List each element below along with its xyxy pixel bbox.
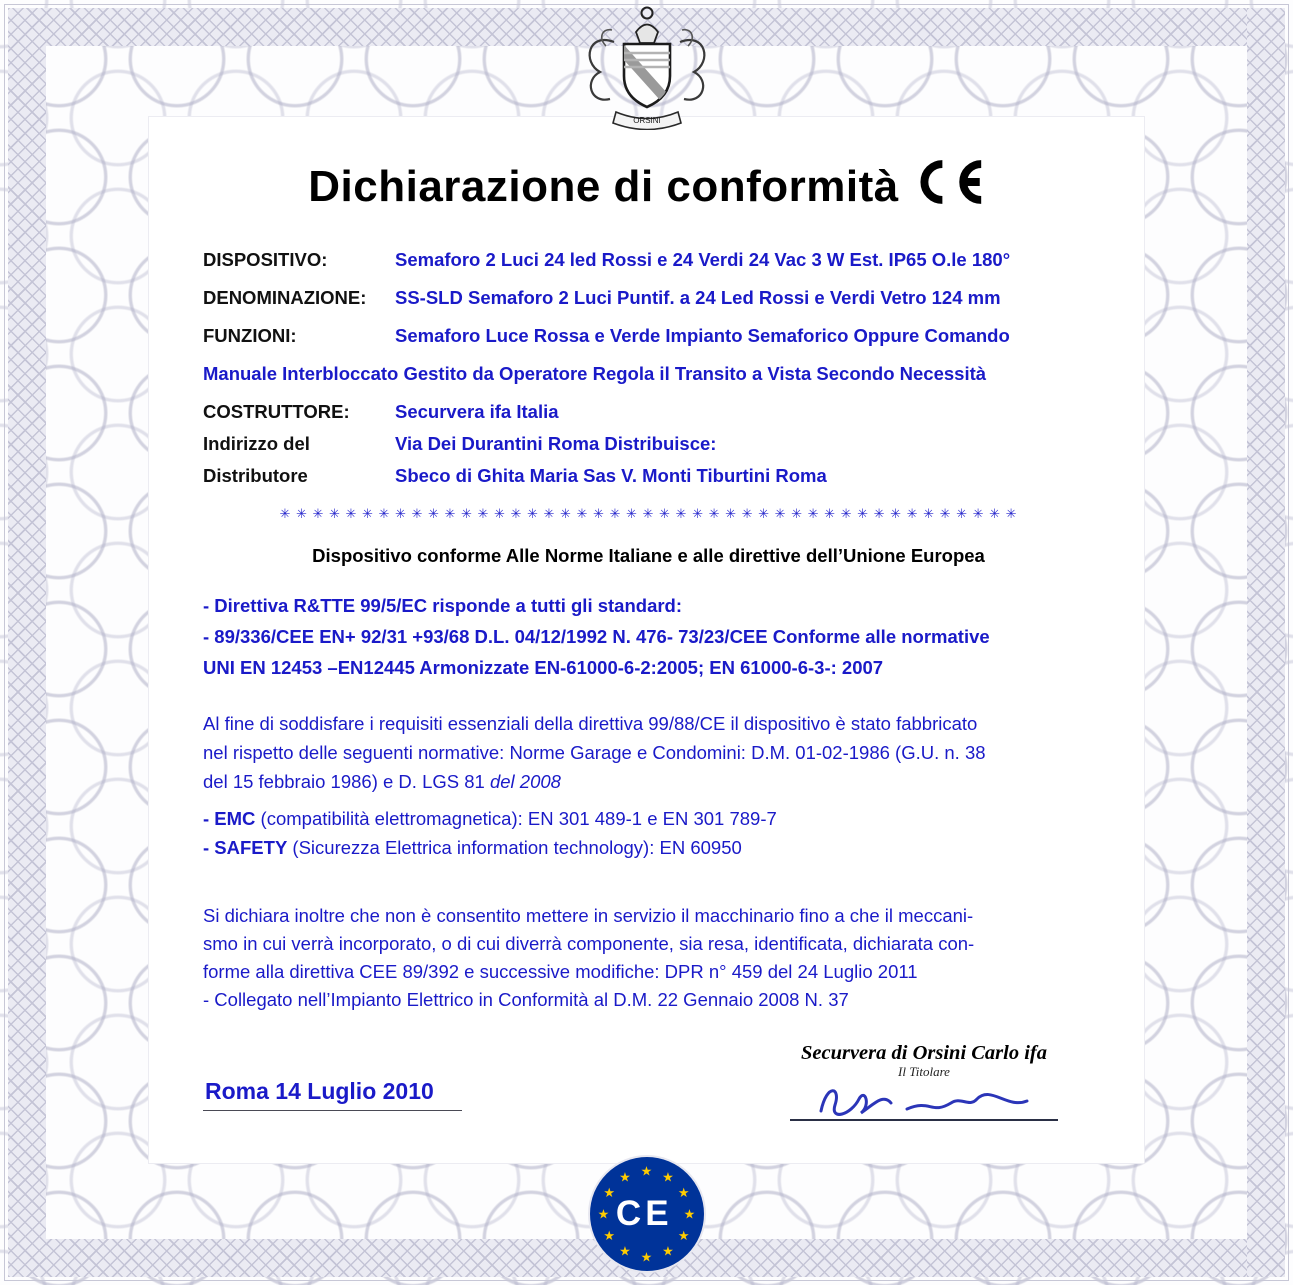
separator-ornament: ✳ ✳ ✳ ✳ ✳ ✳ ✳ ✳ ✳ ✳ ✳ ✳ ✳ ✳ ✳ ✳ ✳ ✳ ✳ ✳ ✳ ✳ ✳ ✳ ✳ ✳ ✳ ✳ ✳ ✳ ✳ ✳ ✳ ✳ ✳ ✳ ✳ ✳ ✳ ✳ ✳ ✳ ✳ ✳ ✳ <box>279 506 1018 522</box>
bottom-row <box>203 1042 1094 1145</box>
paragraph-line-text: del 15 febbraio 1986) e D. LGS 81 <box>203 771 490 793</box>
page-title-text: Dichiarazione di conformità <box>308 162 899 211</box>
certificate-content <box>149 117 1144 1145</box>
date: Roma 14 Luglio 2010 <box>203 1078 462 1111</box>
field-row <box>203 402 1094 422</box>
eu-star-icon: ★ <box>677 1228 690 1243</box>
emc-label: - EMC <box>203 808 256 830</box>
eu-ce-text: CE <box>615 1194 673 1233</box>
paragraph-line <box>203 767 1094 796</box>
field-value: Sbeco di Ghita Maria Sas V. Monti Tiburtini Roma <box>395 465 827 487</box>
eu-star-icon: ★ <box>662 1169 674 1185</box>
conformity-heading: Dispositivo conforme Alle Norme Italiane e alle direttive dell’Unione Europea <box>312 545 985 567</box>
field-label: Distributore <box>203 465 308 487</box>
eu-star-icon: ★ <box>597 1206 610 1222</box>
safety-label: - SAFETY <box>203 837 288 859</box>
certificate-page <box>148 116 1145 1164</box>
emc-line <box>203 804 1094 833</box>
ce-mark-icon <box>913 159 989 214</box>
signature-company: Securvera di Orsini Carlo ifa <box>800 1042 1048 1065</box>
field-value: Via Dei Durantini Roma Distribuisce: <box>395 433 717 455</box>
border-pattern-right <box>1247 8 1285 1277</box>
safety-line <box>203 833 1094 862</box>
eu-star-icon: ★ <box>662 1243 674 1259</box>
declaration-line: forme alla direttiva CEE 89/392 e successive modifiche: DPR n° 459 del 24 Luglio 2011 <box>203 961 918 983</box>
field-row <box>203 434 1094 454</box>
declaration-line: Si dichiara inoltre che non è consentito mettere in servizio il macchinario fino a che il meccani- <box>203 905 974 927</box>
emc-text: (compatibilità elettromagnetica): EN 301 489-1 e EN 301 789-7 <box>255 808 777 830</box>
field-row <box>203 250 1094 270</box>
eu-star-icon: ★ <box>640 1249 653 1265</box>
funzioni-continuation: Manuale Interbloccato Gestito da Operatore Regola il Transito a Vista Secondo Necessità <box>203 363 987 385</box>
field-label: Indirizzo del <box>203 433 310 455</box>
field-value: Securvera ifa Italia <box>395 401 559 423</box>
field-row <box>203 326 1094 346</box>
eu-star-icon: ★ <box>619 1169 631 1185</box>
field-label: DENOMINAZIONE: <box>203 287 367 309</box>
eu-star-icon: ★ <box>677 1185 690 1200</box>
eu-ce-badge <box>590 1157 704 1271</box>
declaration-paragraph <box>203 902 1094 1014</box>
paragraph-line-italic: del 2008 <box>489 771 561 793</box>
border-pattern-left <box>8 8 46 1277</box>
field-row <box>203 466 1094 486</box>
eu-star-icon: ★ <box>683 1206 696 1222</box>
field-label: COSTRUTTORE: <box>203 401 350 423</box>
eu-star-icon: ★ <box>640 1163 653 1179</box>
page-title <box>203 159 1094 214</box>
eu-star-icon: ★ <box>603 1185 616 1200</box>
field-value: Semaforo Luce Rossa e Verde Impianto Semaforico Oppure Comando <box>395 325 1010 347</box>
signature-block <box>790 1042 1058 1121</box>
field-row <box>203 288 1094 308</box>
field-value: Semaforo 2 Luci 24 led Rossi e 24 Verdi 24 Vac 3 W Est. IP65 O.le 180° <box>395 249 1011 271</box>
directive-line: UNI EN 12453 –EN12445 Armonizzate EN-61000-6-2:2005; EN 61000-6-3-: 2007 <box>203 657 884 679</box>
declaration-line: smo in cui verrà incorporato, o di cui diverrà componente, sia resa, identificata, dichiarata con- <box>203 933 975 955</box>
eu-star-icon: ★ <box>619 1243 631 1259</box>
device-fields <box>203 250 1094 486</box>
safety-text: (Sicurezza Elettrica information technology): EN 60950 <box>287 837 742 859</box>
signature-line <box>790 1119 1058 1121</box>
fabrication-paragraph <box>203 709 1094 796</box>
signature-scribble-icon <box>807 1075 1041 1125</box>
directive-line: - 89/336/CEE EN+ 92/31 +93/68 D.L. 04/12/1992 N. 476- 73/23/CEE Conforme alle normative <box>203 626 990 648</box>
crest-icon <box>572 2 722 135</box>
crest-caption: ORSINI <box>632 116 661 125</box>
field-label: FUNZIONI: <box>203 325 297 347</box>
paragraph-line: nel rispetto delle seguenti normative: Norme Garage e Condomini: D.M. 01-02-1986 (G.U. n. 38 <box>203 742 986 764</box>
norms-block <box>203 804 1094 862</box>
field-label: DISPOSITIVO: <box>203 249 328 271</box>
declaration-line: - Collegato nell’Impianto Elettrico in Conformità al D.M. 22 Gennaio 2008 N. 37 <box>203 989 849 1011</box>
eu-star-icon: ★ <box>603 1228 616 1243</box>
signature-role: Il Titolare <box>898 1064 950 1080</box>
field-value: SS-SLD Semaforo 2 Luci Puntif. a 24 Led Rossi e Verdi Vetro 124 mm <box>395 287 1001 309</box>
directives-block <box>203 590 1094 683</box>
paragraph-line: Al fine di soddisfare i requisiti essenziali della direttiva 99/88/CE il dispositivo è stato fabbricato <box>203 713 978 735</box>
directive-line: - Direttiva R&TTE 99/5/EC risponde a tutti gli standard: <box>203 595 683 617</box>
